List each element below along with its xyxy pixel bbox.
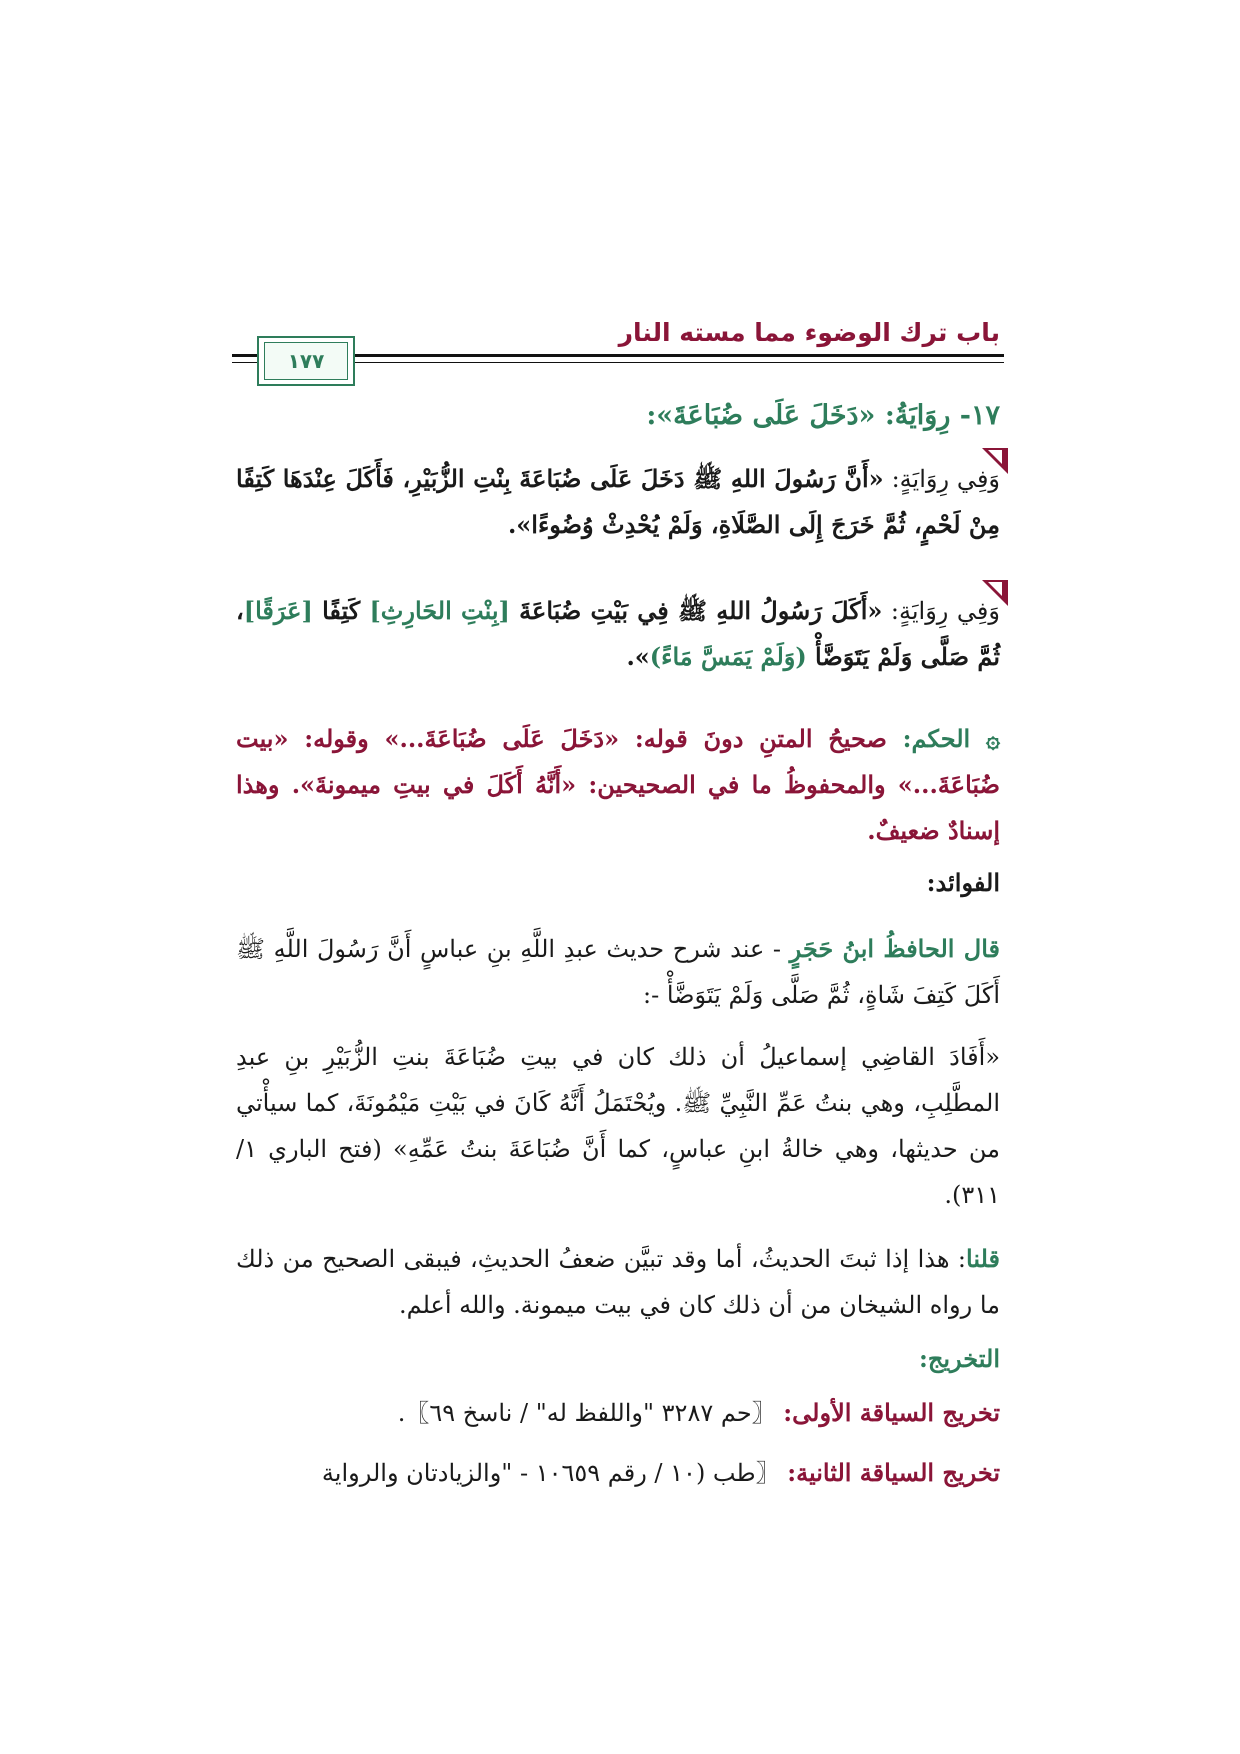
narration-2-addition-c: (وَلَمْ يَمَسَّ مَاءً): [649, 642, 807, 671]
takhrij-heading: التخريج:: [919, 1344, 1000, 1373]
ibn-hajar-intro-text: - عند شرح حديث عبدِ اللَّهِ بنِ عباسٍ أَنَّ رَسُولَ اللَّهِ ﷺ أَكَلَ كَتِفَ شَاةٍ، ثُمَّ صَلَّى وَلَمْ يَتَوَضَّأْ -:: [236, 935, 1000, 1009]
page-number-badge: [257, 336, 355, 386]
narration-2-text-a: «أَكَلَ رَسُولُ اللهِ ﷺ فِي بَيْتِ ضُبَاعَةَ: [509, 596, 883, 625]
narration-2-intro: وَفِي رِوَايَةٍ:: [882, 597, 1000, 625]
ibn-hajar-quote-intro: [236, 926, 1000, 1018]
takhrij-item-text: 〖حم ٣٢٨٧ "واللفظ له" / ناسخ ٦٩〗.: [397, 1399, 784, 1427]
takhrij-item: [236, 1450, 1000, 1496]
ibn-hajar-label: قال الحافظُ ابنُ حَجَرٍ: [789, 934, 1000, 963]
ruling: [236, 716, 1000, 854]
qulna-paragraph: [236, 1236, 1000, 1328]
narration-1-intro: وَفِي رِوَايَةٍ:: [883, 465, 1001, 493]
ibn-hajar-quote-body: «أَفَادَ القاضِي إسماعيلُ أن ذلك كان في بيتِ ضُبَاعَةَ بنتِ الزُّبَيْرِ بنِ عبدِ المطَّلِبِ، وهي بنتُ عَمِّ النَّبِيِّ ﷺ. ويُحْتَمَلُ أَنَّهُ كَانَ في بَيْتِ مَيْمُونَةَ، كما سيأْتي من حديثها، وهي خالةُ ابنِ عباسٍ، كما أَنَّ ضُبَاعَةَ بنتُ عَمِّهِ» (فتح الباري ١/ ٣١١).: [236, 1043, 1000, 1209]
takhrij-item-label: تخريج السياقة الأولى:: [783, 1398, 1000, 1427]
section-heading: ١٧- رِوَايَةُ: «دَخَلَ عَلَى ضُبَاعَةَ»:: [646, 400, 1000, 431]
takhrij-item-label: تخريج السياقة الثانية:: [787, 1458, 1000, 1487]
qulna-label: قلنا: [966, 1244, 1000, 1273]
ruling-symbol-icon: ۞: [985, 724, 1000, 753]
narration-2: [236, 588, 1000, 680]
benefits-heading: الفوائد:: [926, 868, 1000, 897]
takhrij-item: [236, 1390, 1000, 1436]
chapter-title: باب ترك الوضوء مما مسته النار: [618, 318, 1000, 347]
narration-2-addition-a: [بِنْتِ الحَارِثِ]: [369, 596, 510, 625]
narration-2-addition-b: [عَرَقًا]: [243, 596, 313, 625]
narration-2-text-c: ، ثُمَّ صَلَّى وَلَمْ يَتَوَضَّأْ: [236, 596, 1000, 671]
qulna-text: : هذا إذا ثبتَ الحديثُ، أما وقد تبيَّن ضعفُ الحديثِ، فيبقى الصحيح من ذلك ما رواه الشيخان من أن ذلك كان في بيت ميمونة. والله أعلم.: [236, 1245, 1000, 1319]
ruling-label: الحكم:: [902, 724, 971, 753]
ruling-text: صحيحُ المتنِ دونَ قوله: «دَخَلَ عَلَى ضُبَاعَةَ...» وقوله: «بيت ضُبَاعَةَ...» والمحفوظُ ما في الصحيحين: «أَنَّهُ أَكَلَ في بيتِ ميمونةَ». وهذا إسنادٌ ضعيفٌ.: [236, 724, 1000, 845]
narration-2-text-b: كَتِفًا: [312, 596, 370, 625]
narration-1: [236, 456, 1000, 548]
narration-1-text: «أَنَّ رَسُولَ اللهِ ﷺ دَخَلَ عَلَى ضُبَاعَةَ بِنْتِ الزُّبَيْرِ، فَأَكَلَ عِنْدَهَا كَتِفًا مِنْ لَحْمٍ، ثُمَّ خَرَجَ إِلَى الصَّلَاةِ، وَلَمْ يُحْدِثْ وُضُوءًا».: [236, 464, 1000, 539]
takhrij-item-text: 〖طب (١٠ / رقم ١٠٦٥٩ - "والزيادتان والرواية: [321, 1459, 788, 1487]
narration-2-text-d: ».: [626, 642, 650, 671]
page-number: ١٧٧: [264, 342, 348, 380]
